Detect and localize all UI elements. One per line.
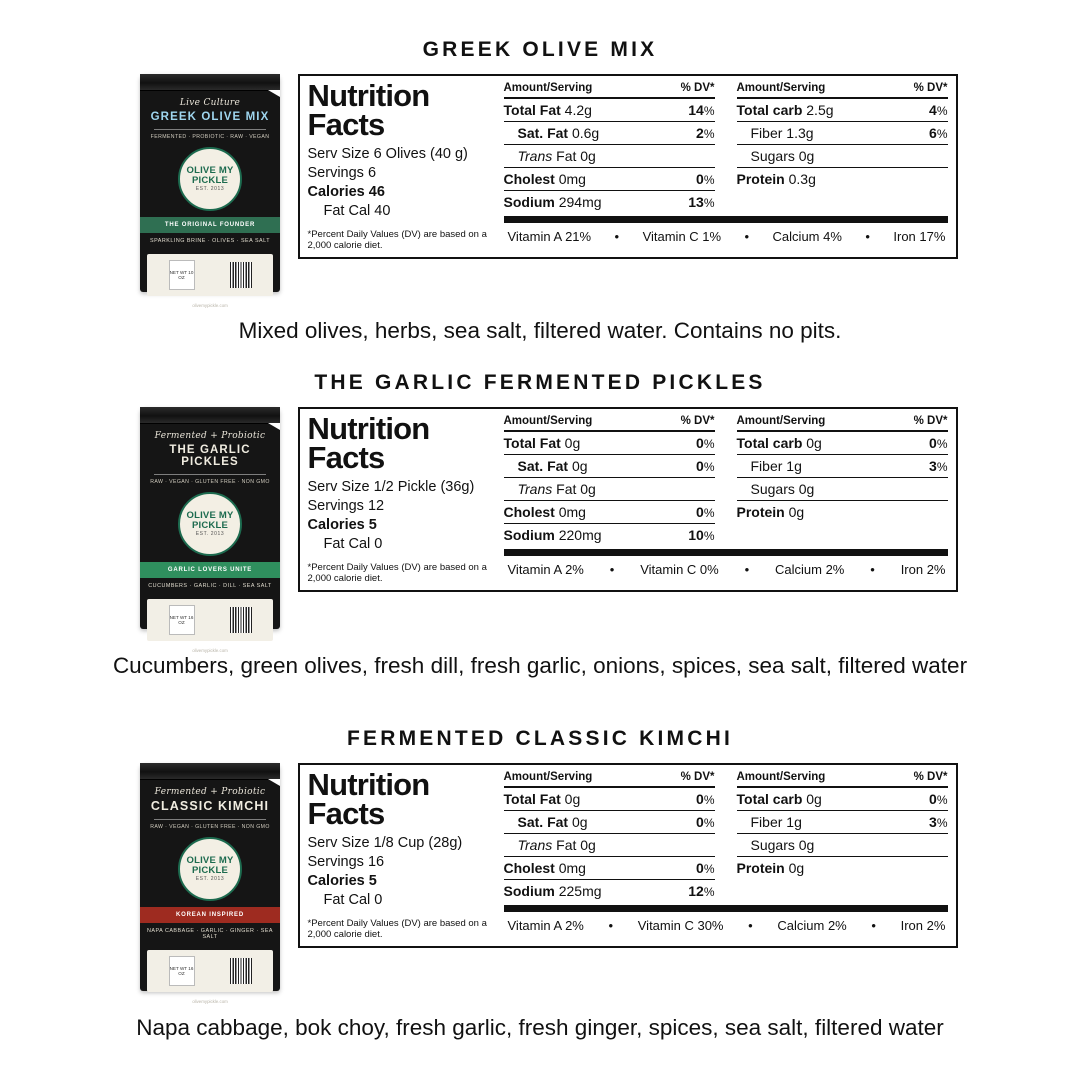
ingredients-text: Napa cabbage, bok choy, fresh garlic, fresh ginger, spices, sea salt, filtered water [136,1015,944,1040]
pouch-description: CUCUMBERS · GARLIC · DILL · SEA SALT [148,583,272,590]
nutrient-row [737,857,948,879]
nutrient-name: Protein 0g [736,504,805,520]
nutrient-dv: 0% [696,171,715,187]
nutrient-dv: 0% [696,860,715,876]
product-title: THE GARLIC FERMENTED PICKLES [314,371,766,394]
logo-line-2: PICKLE [191,864,229,876]
column-header [737,771,948,788]
nutrient-name: Sodium 225mg [503,883,602,899]
logo-line-1: OLIVE MY [186,854,234,866]
nutrition-thick-divider [504,549,948,556]
daily-value-footnote: *Percent Daily Values (DV) are based on a 2,000 calorie diet. [307,917,487,940]
nutrient-dv: 3% [929,814,948,830]
nutrient-row [737,122,948,145]
header-amount: Amount/Serving [736,771,826,783]
pouch-wrap [123,74,298,309]
nutrient-name: Trans Fat 0g [517,148,596,164]
logo-sub: EST. 2013 [195,186,225,193]
pouch-description: NAPA CABBAGE · GARLIC · GINGER · SEA SALT [146,928,274,941]
product-block-garlic-pickles [0,371,1080,681]
ingredients-text: Cucumbers, green olives, fresh dill, fresh garlic, onions, spices, sea salt, filtered water [112,653,968,678]
nutrition-facts-panel [298,74,958,259]
product-row [0,763,1080,1005]
nutrient-name: Total Fat 0g [503,435,581,451]
fat-calories: Fat Cal 0 [323,891,383,908]
nutrition-title-line1: Nutrition [307,78,430,113]
pouch-bottom-panel [147,599,273,641]
pouch-tear-notch [268,90,280,97]
nutrient-row [737,478,948,501]
pouch-product-name: GREEK OLIVE MIX [150,111,270,123]
nutrient-row [504,478,715,501]
nutrient-name: Trans Fat 0g [517,837,596,853]
nutrient-row [737,811,948,834]
nutrition-column-1 [504,771,725,902]
vitamin-item: Vitamin C 30% [637,918,724,933]
nutrition-column-2 [725,771,948,902]
calories: Calories 5 [307,872,377,889]
nutrient-name: Total Fat 0g [503,791,581,807]
fat-calories: Fat Cal 40 [323,202,391,219]
header-dv: % DV* [913,415,948,427]
pouch-microline: RAW · VEGAN · GLUTEN FREE · NON GMO [150,479,270,486]
logo-line-2: PICKLE [191,519,229,531]
serving-size: Serv Size 6 Olives (40 g) [307,145,468,162]
pouch-script-text: Live Culture [179,98,241,108]
header-dv: % DV* [680,415,715,427]
product-pouch-image [140,407,280,654]
logo-line-1: OLIVE MY [186,509,234,521]
logo-sub: EST. 2013 [195,876,225,883]
nutrient-name: Cholest 0mg [503,504,586,520]
nutrient-dv: 0% [696,504,715,520]
calories: Calories 5 [307,516,377,533]
nutrient-dv: 14% [688,102,715,118]
nutrient-row [737,432,948,455]
column-header [504,771,715,788]
column-header [504,82,715,99]
product-title: FERMENTED CLASSIC KIMCHI [347,727,733,750]
nutrient-dv: 13% [688,194,715,210]
nutrition-title-line1: Nutrition [307,767,430,802]
product-title: GREEK OLIVE MIX [422,38,658,61]
nutrient-row [504,168,715,191]
pouch-footnote: olivemypickle.com [192,303,228,309]
nutrient-row [737,99,948,122]
nutrient-row [737,455,948,478]
nutrient-name: Total carb 2.5g [736,102,834,118]
servings-per-container: Servings 12 [307,497,385,514]
pouch-net-weight: NET WT 10 OZ [169,260,195,290]
nutrient-row [504,501,715,524]
column-header [737,82,948,99]
nutrition-right-columns [504,415,948,584]
pouch-product-name: CLASSIC KIMCHI [150,799,270,813]
daily-value-footnote: *Percent Daily Values (DV) are based on a 2,000 calorie diet. [307,561,487,584]
nutrient-row [737,145,948,168]
nutrient-row [737,834,948,857]
vitamin-item: Iron 17% [893,229,946,244]
nutrient-row [504,191,715,213]
brand-logo [178,147,242,211]
nutrient-dv: 2% [696,125,715,141]
nutrient-row [504,455,715,478]
barcode-icon [230,607,252,633]
nutrition-column-2 [725,82,948,213]
pouch-wrap [123,407,298,654]
pouch-divider [154,819,266,820]
logo-line-1: OLIVE MY [186,164,234,176]
pouch-microline: RAW · VEGAN · GLUTEN FREE · NON GMO [150,824,270,831]
nutrient-row [737,788,948,811]
ingredients-text: Mixed olives, herbs, sea salt, filtered water. Contains no pits. [238,318,842,343]
nutrient-name: Cholest 0mg [503,860,586,876]
nutrient-name: Fiber 1g [750,814,802,830]
vitamin-item: Vitamin A 2% [507,918,584,933]
column-header [504,415,715,432]
nutrient-name: Total carb 0g [736,791,822,807]
vitamin-item: Vitamin A 2% [507,562,584,577]
nutrient-row [504,880,715,902]
pouch-description: SPARKLING BRINE · OLIVES · SEA SALT [149,238,271,245]
nutrient-dv: 0% [929,791,948,807]
header-amount: Amount/Serving [503,82,593,94]
nutrition-title-line2: Facts [307,106,385,142]
pouch-top-seal [140,74,280,91]
nutrient-dv: 0% [696,435,715,451]
vitamins-row: Vitamin A 21% • Vitamin C 1% • Calcium 4% • Iron 17% [507,229,946,244]
nutrient-row [504,857,715,880]
calories: Calories 46 [307,183,385,200]
nutrient-name: Cholest 0mg [503,171,586,187]
header-dv: % DV* [680,82,715,94]
nutrient-dv: 0% [929,435,948,451]
barcode-icon [230,262,252,288]
nutrient-name: Sat. Fat 0.6g [517,125,600,141]
pouch-tear-notch [268,779,280,786]
product-block-greek-olive-mix [0,38,1080,346]
servings-per-container: Servings 6 [307,164,377,181]
pouch-wrap [123,763,298,1005]
product-row [0,407,1080,654]
pouch-stripe: THE ORIGINAL FOUNDER [140,217,280,233]
pouch-top-seal [140,407,280,424]
nutrition-title [307,78,496,142]
pouch-footnote: olivemypickle.com [192,648,228,654]
pouch-stripe: KOREAN INSPIRED [140,907,280,923]
vitamin-item: Calcium 2% [775,562,845,577]
nutrient-name: Sodium 294mg [503,194,602,210]
serving-size: Serv Size 1/8 Cup (28g) [307,834,463,851]
nutrient-name: Fiber 1.3g [750,125,814,141]
product-pouch-image [140,74,280,309]
nutrient-name: Sat. Fat 0g [517,814,588,830]
brand-logo [178,492,242,556]
product-block-classic-kimchi [0,727,1080,1043]
nutrient-dv: 0% [696,791,715,807]
nutrition-title [307,767,496,831]
vitamins-row: Vitamin A 2% • Vitamin C 0% • Calcium 2% • Iron 2% [507,562,946,577]
nutrition-thick-divider [504,905,948,912]
nutrition-title-line2: Facts [307,795,385,831]
nutrient-row [504,524,715,546]
nutrient-row [737,501,948,523]
header-amount: Amount/Serving [503,771,593,783]
nutrition-right-columns [504,771,948,940]
nutrient-name: Protein 0.3g [736,171,816,187]
nutrient-name: Sugars 0g [750,837,815,853]
column-header [737,415,948,432]
vitamin-item: Vitamin C 0% [640,562,719,577]
nutrient-dv: 0% [696,814,715,830]
nutrition-thick-divider [504,216,948,223]
nutrient-row [504,122,715,145]
nutrition-title [307,411,496,475]
vitamin-item: Vitamin C 1% [642,229,722,244]
vitamin-item: Calcium 2% [777,918,847,933]
nutrient-name: Sugars 0g [750,481,815,497]
pouch-footnote: olivemypickle.com [192,999,228,1005]
daily-value-footnote: *Percent Daily Values (DV) are based on a 2,000 calorie diet. [307,228,487,251]
nutrient-name: Fiber 1g [750,458,802,474]
pouch-tear-notch [268,423,280,430]
vitamins-row: Vitamin A 2% • Vitamin C 30% • Calcium 2% • Iron 2% [507,918,946,933]
header-amount: Amount/Serving [736,415,826,427]
pouch-script-text: Fermented + Probiotic [154,787,266,797]
header-amount: Amount/Serving [736,82,826,94]
nutrient-name: Total Fat 4.2g [503,102,592,118]
nutrient-row [504,145,715,168]
vitamin-item: Iron 2% [900,562,946,577]
vitamin-item: Iron 2% [900,918,946,933]
pouch-divider [154,474,266,475]
vitamin-item: Calcium 4% [772,229,842,244]
logo-line-2: PICKLE [191,174,229,186]
nutrient-row [504,99,715,122]
pouch-bottom-panel [147,254,273,296]
nutrition-title-line2: Facts [307,439,385,475]
nutrient-name: Trans Fat 0g [517,481,596,497]
nutrient-row [504,432,715,455]
nutrition-column-1 [504,82,725,213]
product-pouch-image [140,763,280,1005]
nutrient-name: Sat. Fat 0g [517,458,588,474]
vitamin-item: Vitamin A 21% [507,229,592,244]
nutrition-facts-panel [298,763,958,948]
nutrient-row [737,168,948,190]
nutrient-name: Protein 0g [736,860,805,876]
header-dv: % DV* [680,771,715,783]
pouch-microline: FERMENTED · PROBIOTIC · RAW · VEGAN [150,134,270,141]
barcode-icon [230,958,252,984]
nutrient-row [504,811,715,834]
nutrient-row [504,834,715,857]
nutrition-facts-panel [298,407,958,592]
brand-logo [178,837,242,901]
pouch-divider [154,129,266,130]
pouch-script-text: Fermented + Probiotic [154,431,266,441]
nutrition-title-line1: Nutrition [307,411,430,446]
header-amount: Amount/Serving [503,415,593,427]
nutrition-left-column [307,411,504,584]
nutrition-left-column [307,767,504,940]
header-dv: % DV* [913,771,948,783]
nutrient-dv: 10% [688,527,715,543]
nutrition-column-1 [504,415,725,546]
product-row [0,74,1080,309]
serving-size: Serv Size 1/2 Pickle (36g) [307,478,475,495]
nutrition-left-column [307,78,504,251]
nutrient-dv: 4% [929,102,948,118]
pouch-net-weight: NET WT 16 OZ [169,956,195,986]
nutrition-column-2 [725,415,948,546]
nutrient-row [504,788,715,811]
nutrient-dv: 3% [929,458,948,474]
header-dv: % DV* [913,82,948,94]
servings-per-container: Servings 16 [307,853,385,870]
pouch-net-weight: NET WT 16 OZ [169,605,195,635]
pouch-stripe: GARLIC LOVERS UNITE [140,562,280,578]
logo-sub: EST. 2013 [195,531,225,538]
fat-calories: Fat Cal 0 [323,535,383,552]
pouch-bottom-panel [147,950,273,992]
nutrient-dv: 6% [929,125,948,141]
nutrient-name: Sodium 220mg [503,527,602,543]
pouch-top-seal [140,763,280,780]
nutrient-dv: 12% [688,883,715,899]
nutrient-dv: 0% [696,458,715,474]
nutrient-name: Total carb 0g [736,435,822,451]
nutrition-right-columns [504,82,948,251]
pouch-product-name: THE GARLIC PICKLES [169,444,251,469]
nutrient-name: Sugars 0g [750,148,815,164]
